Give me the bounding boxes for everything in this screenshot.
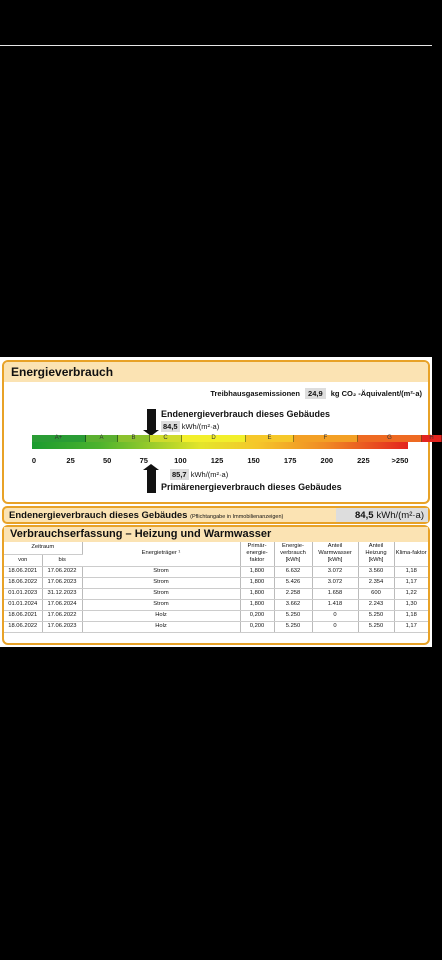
table-cell: 0,200 <box>240 610 274 621</box>
table-row <box>4 621 428 632</box>
table-cell: 01.01.2023 <box>4 588 42 599</box>
scale-tick: 100 <box>174 456 187 465</box>
table-cell: Strom <box>82 566 240 577</box>
summary-note: (Pflichtangabe in Immobilienanzeigen) <box>190 514 284 520</box>
table-cell: 2.258 <box>274 588 312 599</box>
primary-energy-label: Primärenergieverbrauch dieses Gebäudes <box>161 482 342 492</box>
summary-value-box <box>336 508 428 522</box>
header-hot-water: Anteil Warmwasser [kWh] <box>312 542 358 566</box>
summary-label <box>9 510 283 521</box>
table-cell: 3.662 <box>274 599 312 610</box>
table-cell: 2.354 <box>358 577 394 588</box>
table-cell: Strom <box>82 577 240 588</box>
scale-tick: 200 <box>320 456 334 465</box>
header-energy-use: Energie-verbrauch [kWh] <box>274 542 312 566</box>
consumption-section <box>2 525 430 645</box>
energy-scale <box>32 435 434 449</box>
table-cell: 6.632 <box>274 566 312 577</box>
table-cell: Holz <box>82 610 240 621</box>
header-carrier: Energieträger ¹ <box>82 542 240 566</box>
scale-tick: 75 <box>139 456 148 465</box>
table-cell: 0 <box>312 610 358 621</box>
energy-class-1: A+ <box>32 435 86 442</box>
table-cell: Strom <box>82 599 240 610</box>
table-cell: 1,22 <box>394 588 428 599</box>
scale-tick: 25 <box>66 456 75 465</box>
scale-tick: >250 <box>391 456 409 465</box>
ghg-emissions <box>210 388 422 399</box>
scale-tick: 225 <box>357 456 370 465</box>
energy-class-9: H <box>422 435 442 442</box>
energy-class-6: E <box>246 435 294 442</box>
table-cell: 3.560 <box>358 566 394 577</box>
end-energy-summary <box>2 506 430 524</box>
end-energy-label: Endenergieverbrauch dieses Gebäudes <box>161 409 331 419</box>
summary-title: Endenergieverbrauch dieses Gebäudes <box>9 510 188 521</box>
header-period: Zeitraum <box>4 542 82 554</box>
energy-class-7: F <box>294 435 358 442</box>
summary-unit: kWh/(m²·a) <box>376 510 424 521</box>
scale-tick: 50 <box>103 456 112 465</box>
scale-tick: 150 <box>247 456 260 465</box>
header-to: bis <box>42 554 82 566</box>
table-cell: 18.06.2022 <box>4 621 42 632</box>
consumption-title: Verbrauchserfassung – Heizung und Warmwasser <box>4 527 428 542</box>
header-from: von <box>4 554 42 566</box>
energy-certificate <box>0 357 432 647</box>
table-cell: 1,30 <box>394 599 428 610</box>
energy-class-2: A <box>86 435 118 442</box>
table-cell: Strom <box>82 588 240 599</box>
table-row <box>4 610 428 621</box>
table-cell: Holz <box>82 621 240 632</box>
table-cell: 1,800 <box>240 577 274 588</box>
ghg-label: Treibhausgasemissionen <box>210 389 300 398</box>
table-cell: 2.243 <box>358 599 394 610</box>
table-cell: 600 <box>358 588 394 599</box>
table-row <box>4 566 428 577</box>
energy-class-4: C <box>150 435 182 442</box>
table-cell: 5.250 <box>358 621 394 632</box>
section-title: Energieverbrauch <box>4 362 428 382</box>
header-climate: Klima-faktor <box>394 542 428 566</box>
end-energy-value <box>161 421 219 432</box>
table-cell: 1.658 <box>312 588 358 599</box>
table-cell: 17.06.2024 <box>42 599 82 610</box>
end-energy-pointer <box>147 409 156 431</box>
energy-gradient-bar <box>32 442 408 449</box>
header-primary-factor: Primär-energie-faktor <box>240 542 274 566</box>
table-cell: 5.426 <box>274 577 312 588</box>
table-cell: 17.06.2022 <box>42 610 82 621</box>
table-cell: 1,800 <box>240 588 274 599</box>
consumption-table <box>4 542 428 633</box>
scale-ticks <box>4 456 428 466</box>
table-cell: 18.06.2021 <box>4 566 42 577</box>
energy-class-3: B <box>118 435 150 442</box>
table-cell: 5.250 <box>358 610 394 621</box>
scale-tick: 175 <box>283 456 297 465</box>
scale-tick: 0 <box>31 456 37 465</box>
table-cell: 0,200 <box>240 621 274 632</box>
table-cell: 17.06.2023 <box>42 621 82 632</box>
end-energy-number: 84,5 <box>163 422 178 431</box>
energy-class-8: G <box>358 435 422 442</box>
table-cell: 1,18 <box>394 610 428 621</box>
summary-value: 84,5 <box>355 510 374 521</box>
ghg-value: 24,9 <box>305 388 326 399</box>
table-cell: 01.01.2024 <box>4 599 42 610</box>
table-row <box>4 599 428 610</box>
end-energy-unit: kWh/(m²·a) <box>181 422 220 431</box>
table-cell: 1,17 <box>394 621 428 632</box>
table-cell: 31.12.2023 <box>42 588 82 599</box>
table-cell: 1,18 <box>394 566 428 577</box>
table-cell: 17.06.2022 <box>42 566 82 577</box>
table-row <box>4 588 428 599</box>
scale-tick: 125 <box>210 456 224 465</box>
header-heating: Anteil Heizung [kWh] <box>358 542 394 566</box>
table-cell: 5.250 <box>274 610 312 621</box>
ghg-unit: kg CO₂ -Äquivalent/(m²·a) <box>330 389 422 398</box>
table-cell: 1,800 <box>240 566 274 577</box>
table-cell: 3.072 <box>312 566 358 577</box>
table-cell: 5.250 <box>274 621 312 632</box>
primary-energy-unit: kWh/(m²·a) <box>190 470 229 479</box>
top-divider <box>0 45 432 46</box>
top-black-bar <box>0 0 432 46</box>
primary-energy-value <box>170 469 228 480</box>
energy-consumption-section <box>2 360 434 504</box>
table-cell: 0 <box>312 621 358 632</box>
primary-energy-pointer <box>147 469 156 493</box>
energy-class-5: D <box>182 435 246 442</box>
table-cell: 1.418 <box>312 599 358 610</box>
table-cell: 1,17 <box>394 577 428 588</box>
primary-energy-number: 85,7 <box>172 470 187 479</box>
table-cell: 17.06.2023 <box>42 577 82 588</box>
table-cell: 3.072 <box>312 577 358 588</box>
table-cell: 18.06.2022 <box>4 577 42 588</box>
table-row <box>4 577 428 588</box>
table-cell: 1,800 <box>240 599 274 610</box>
table-cell: 18.06.2021 <box>4 610 42 621</box>
